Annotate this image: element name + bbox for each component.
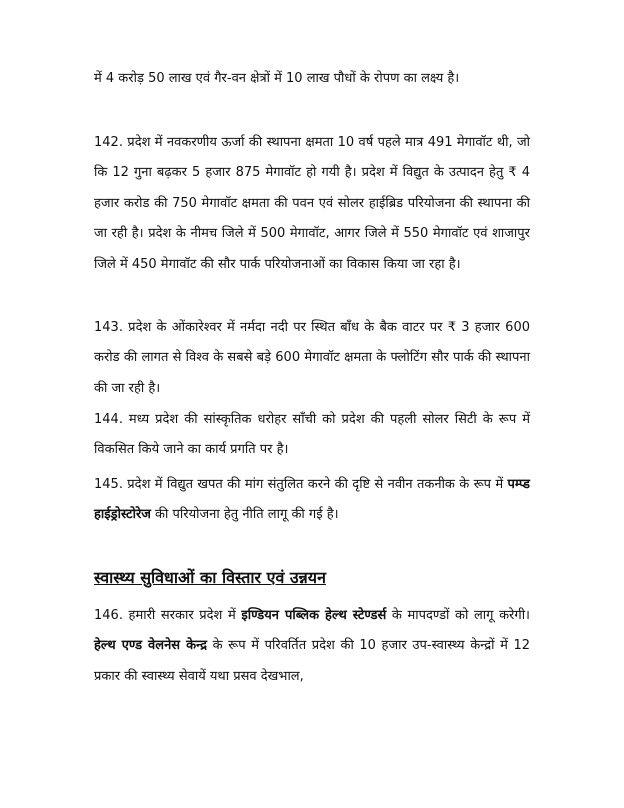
paragraph-146 xyxy=(94,601,530,692)
paragraph-143: 143. प्रदेश के ओंकारेश्वर में नर्मदा नदी पर स्थित बाँध के बैक वाटर पर ₹ 3 हजार 600 करोड की लागत से विश्व के सबसे बड़े 600 मेगावॉट क्षमता के फ्लोटिंग सौर पार्क की स्थापना की जा रही है। xyxy=(94,320,530,396)
intro-paragraph: में 4 करोड़ 50 लाख एवं गैर-वन क्षेत्रों में 10 लाख पौधों के रोपण का लक्ष्य है। xyxy=(94,71,460,86)
paragraph-146-bold-standards: इण्डियन पब्लिक हेल्थ स्टेण्डर्स xyxy=(241,608,387,623)
paragraph-145-text-a: 145. प्रदेश में विद्युत खपत की मांग संतुलित करने की दृष्टि से नवीन तकनीक के रूप में xyxy=(94,477,508,492)
paragraph-146-text-a: 146. हमारी सरकार प्रदेश में xyxy=(94,608,242,623)
paragraph-146-bold-centre: हेल्थ एण्ड वेलनेस केन्द्र xyxy=(94,638,207,654)
paragraph-144: 144. मध्य प्रदेश की सांस्कृतिक धरोहर साँची को प्रदेश की पहली सोलर सिटी के रूप में विकसित किये जाने का कार्य प्रगति पर है। xyxy=(94,412,530,458)
section-heading: स्वास्थ्य सुविधाओं का विस्तार एवं उन्नयन xyxy=(94,568,326,587)
paragraph-145 xyxy=(94,470,530,531)
paragraph-146-text-e: के रूप में परिवर्तित प्रदेश की 10 हजार उप-स्वास्थ्य केन्द्रों में 12 प्रकार की स्वास्थ्य सेवायें यथा प्रसव देखभाल, xyxy=(94,638,530,684)
paragraph-142: 142. प्रदेश में नवकरणीय ऊर्जा की स्थापना क्षमता 10 वर्ष पहले मात्र 491 मेगावॉट थी, जो कि 12 गुना बढ़कर 5 हजार 875 मेगावॉट हो गयी है। प्रदेश में विद्युत के उत्पादन हेतु ₹ 4 हजार करोड की 750 मेगावॉट क्षमता की पवन एवं सोलर हाईब्रिड परियोजना की स्थापना की जा रही है। प्रदेश के नीमच जिले में 500 मेगावॉट, आगर जिले में 550 मेगावॉट एवं शाजापुर जिले में 450 मेगावॉट की सौर पार्क परियोजनाओं का विकास किया जा रहा है। xyxy=(94,135,530,272)
paragraph-145-bold-term: पम्प्ड हाईड्रोस्टोरेज xyxy=(94,477,530,523)
paragraph-146-text-c: के मापदण्डों को लागू करेगी। xyxy=(386,608,530,623)
paragraph-145-text-c: की परियोजना हेतु नीति लागू की गई है। xyxy=(150,507,339,523)
